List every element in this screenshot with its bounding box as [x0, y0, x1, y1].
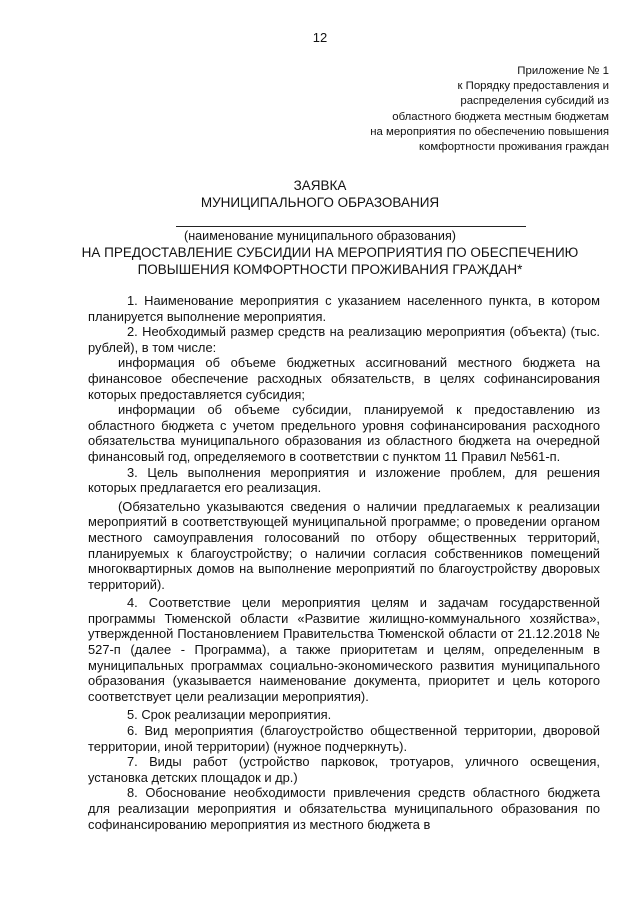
document-title: ЗАЯВКА: [293, 178, 347, 193]
paragraph-1: 1. Наименование мероприятия с указанием населенного пункта, в котором планируется выполнение мероприятия.: [88, 293, 600, 324]
page-number: 12: [312, 30, 328, 45]
paragraph-6: 6. Вид мероприятия (благоустройство общественной территории, дворовой территории, иной территории) (нужное подчеркнуть).: [88, 723, 600, 754]
appendix-line: на мероприятия по обеспечению повышения: [370, 125, 609, 138]
paragraph-7: 7. Виды работ (устройство парковок, тротуаров, уличного освещения, установка детских площадок и др.): [88, 754, 600, 785]
document-heading: НА ПРЕДОСТАВЛЕНИЕ СУБСИДИИ НА МЕРОПРИЯТИЯ ПО ОБЕСПЕЧЕНИЮ ПОВЫШЕНИЯ КОМФОРТНОСТИ ПРОЖИВАНИЯ ГРАЖДАН*: [81, 245, 579, 277]
paragraph-4: 4. Соответствие цели мероприятия целям и задачам государственной программы Тюменской области «Развитие жилищно-коммунального хозяйства», утвержденной Постановлением Правительства Тюменской области от 21.12.2018 № 527-п (далее - Программа), а также приоритетам и целям, определенным в муниципальных программах социально-экономического развития муниципального образования (указывается наименование документа, приоритет и цель которого соответствует цели реализации мероприятия).: [88, 595, 600, 704]
appendix-line: комфортности проживания граждан: [418, 141, 609, 154]
appendix-line: распределения субсидий из: [460, 95, 609, 108]
appendix-line: Приложение № 1: [517, 65, 609, 77]
appendix-note: [289, 64, 609, 155]
paragraph-2: 2. Необходимый размер средств на реализацию мероприятия (объекта) (тыс. рублей), в том числе:: [88, 324, 600, 355]
paragraph-2b: информации об объеме субсидии, планируемой к предоставлению из областного бюджета с учетом предельного уровня софинансирования расходного обязательства муниципального образования из областного бюджета на очередной финансовый год, определяемого в соответствии с пунктом 11 Правил №561-п.: [88, 402, 600, 464]
paragraph-5: 5. Срок реализации мероприятия.: [127, 707, 332, 723]
paragraph-8: 8. Обоснование необходимости привлечения средств областного бюджета для реализации мероприятия и обязательства муниципального образования по софинансированию мероприятия из местного бюджета в: [88, 785, 600, 832]
paragraph-3: 3. Цель выполнения мероприятия и изложение проблем, для решения которых предлагается его реализация.: [88, 464, 600, 496]
paragraph-2a: информация об объеме бюджетных ассигнований местного бюджета на финансовое обеспечение расходных обязательств, в целях софинансирования которых предоставляется субсидия;: [88, 355, 600, 402]
document-subtitle: МУНИЦИПАЛЬНОГО ОБРАЗОВАНИЯ: [200, 195, 440, 210]
appendix-line: областного бюджета местным бюджетам: [392, 110, 609, 123]
underline-caption: (наименование муниципального образования): [184, 229, 456, 243]
document-body: [88, 293, 600, 832]
name-underline: [176, 226, 526, 227]
paragraph-3a: (Обязательно указываются сведения о наличии предлагаемых к реализации мероприятий в соответствующей муниципальной программе; о проведении органом местного самоуправления голосований по отбору общественных территорий, планируемых к благоустройству; о наличии согласия собственников помещений многоквартирных домов на выполнение мероприятий по благоустройству дворовых территорий).: [88, 498, 600, 592]
appendix-line: к Порядку предоставления и: [457, 80, 609, 93]
